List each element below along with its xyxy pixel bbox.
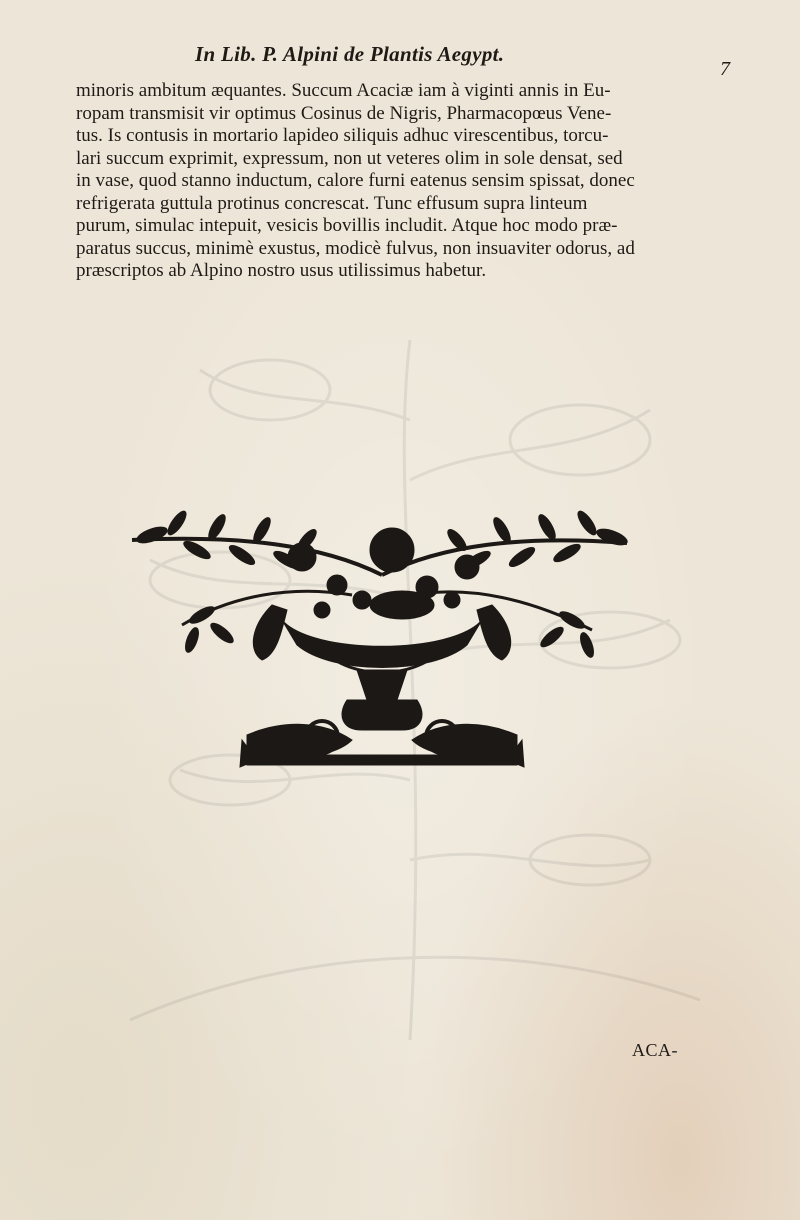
text-line: tus. Is contusis in mortario lapideo siliquis adhuc virescentibus, torcu- [76,125,609,146]
fruit-bowl-woodcut-ornament [122,505,642,775]
text-line: minoris ambitum æquantes. Succum Acaciæ iam à viginti annis in Eu- [76,80,611,101]
text-line: paratus succus, minimè exustus, modicè fulvus, non insuaviter odorus, ad [76,237,635,259]
catchword: ACA- [632,1040,678,1060]
body-paragraph [76,80,736,283]
text-line: lari succum exprimit, expressum, non ut veteres olim in sole densat, sed [76,147,623,169]
page-number: 7 [720,58,730,80]
text-line: ropam transmisit vir optimus Cosinus de Nigris, Pharmacopœus Vene- [76,102,612,124]
running-head: In Lib. P. Alpini de Plantis Aegypt. [195,42,505,66]
text-line: præscriptos ab Alpino nostro usus utilissimus habetur. [76,260,487,281]
text-line: in vase, quod stanno inductum, calore furni eatenus sensim spissat, donec [76,170,635,191]
text-line: refrigerata guttula protinus concrescat. Tunc effusum supra linteum [76,192,588,214]
text-line: purum, simulac intepuit, vesicis bovillis includit. Atque hoc modo præ- [76,215,618,236]
